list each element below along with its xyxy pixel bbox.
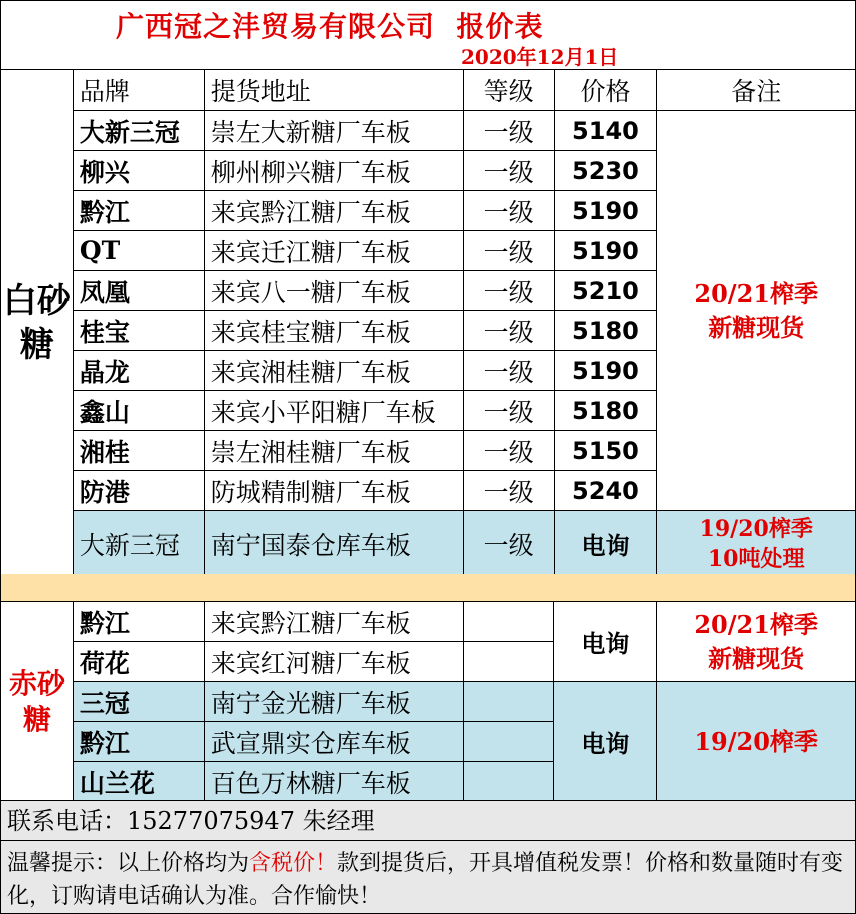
brand-cell: 防港 xyxy=(73,471,204,511)
price-cell: 5180 xyxy=(554,311,657,351)
sheet-title xyxy=(116,5,544,45)
white-sugar-table xyxy=(0,69,856,577)
grade-cell: 一级 xyxy=(463,191,554,231)
grade-cell xyxy=(463,602,554,642)
grade-cell: 一级 xyxy=(463,471,554,511)
address-cell: 来宾小平阳糖厂车板 xyxy=(204,391,463,431)
table-row xyxy=(1,602,856,642)
brand-cell: 凤凰 xyxy=(73,271,204,311)
grade-cell xyxy=(463,722,554,762)
quote-date: 2020年12月1日 xyxy=(461,45,619,69)
notice-text: 温馨提示：以上价格均为含税价！款到提货后，开具增值税发票！价格和数量随时有变化，订购请电话确认为准。合作愉快！ xyxy=(0,840,856,914)
brand-cell: 湘桂 xyxy=(73,431,204,471)
table-row xyxy=(1,682,856,722)
table-row xyxy=(1,111,856,151)
address-cell: 柳州柳兴糖厂车板 xyxy=(204,151,463,191)
doc-title: 报价表 xyxy=(456,10,544,43)
brand-cell: 黔江 xyxy=(73,602,204,642)
grade-cell: 一级 xyxy=(463,231,554,271)
brand-cell: 黔江 xyxy=(73,722,204,762)
col-header-address: 提货地址 xyxy=(204,70,463,111)
price-cell: 5230 xyxy=(554,151,657,191)
company-name: 广西冠之沣贸易有限公司 xyxy=(116,10,436,43)
address-cell: 来宾桂宝糖厂车板 xyxy=(204,311,463,351)
brand-cell: 鑫山 xyxy=(73,391,204,431)
address-cell: 来宾红河糖厂车板 xyxy=(204,642,463,682)
address-cell: 来宾黔江糖厂车板 xyxy=(204,602,463,642)
brand-cell: 荷花 xyxy=(73,642,204,682)
price-cell: 电询 xyxy=(554,602,657,682)
grade-cell: 一级 xyxy=(463,151,554,191)
address-cell: 武宣鼎实仓库车板 xyxy=(204,722,463,762)
address-cell: 崇左湘桂糖厂车板 xyxy=(204,431,463,471)
table-row-old-stock xyxy=(1,511,856,577)
price-cell: 5190 xyxy=(554,351,657,391)
grade-cell: 一级 xyxy=(463,391,554,431)
section-separator xyxy=(0,574,856,602)
price-cell: 5190 xyxy=(554,191,657,231)
col-header-grade: 等级 xyxy=(463,70,554,111)
grade-cell: 一级 xyxy=(463,111,554,151)
address-cell: 南宁金光糖厂车板 xyxy=(204,682,463,722)
note-brown-old: 19/20榨季 xyxy=(657,682,856,802)
note-brown-new: 20/21榨季 新糖现货 xyxy=(657,602,856,682)
address-cell: 百色万林糖厂车板 xyxy=(204,762,463,802)
grade-cell: 一级 xyxy=(463,431,554,471)
tax-highlight: 含税价！ xyxy=(249,851,338,876)
grade-cell xyxy=(463,762,554,802)
grade-cell: 一级 xyxy=(463,311,554,351)
price-cell: 5190 xyxy=(554,231,657,271)
grade-cell xyxy=(463,682,554,722)
table-header-row xyxy=(1,70,856,111)
brand-cell: 桂宝 xyxy=(73,311,204,351)
category-white-sugar: 白砂糖 xyxy=(1,70,74,577)
brand-cell: 晶龙 xyxy=(73,351,204,391)
price-cell: 5210 xyxy=(554,271,657,311)
price-cell: 5150 xyxy=(554,431,657,471)
brand-cell: 三冠 xyxy=(73,682,204,722)
price-cell: 电询 xyxy=(554,682,657,802)
price-cell: 5140 xyxy=(554,111,657,151)
title-block xyxy=(0,0,856,70)
address-cell: 来宾八一糖厂车板 xyxy=(204,271,463,311)
grade-cell: 一级 xyxy=(463,351,554,391)
category-brown-sugar: 赤砂糖 xyxy=(1,602,74,802)
address-cell: 崇左大新糖厂车板 xyxy=(204,111,463,151)
brand-cell: 大新三冠 xyxy=(73,511,204,577)
brand-cell: 山兰花 xyxy=(73,762,204,802)
price-cell: 电询 xyxy=(554,511,657,577)
contact-line: 联系电话：15277075947 朱经理 xyxy=(0,800,856,841)
col-header-brand: 品牌 xyxy=(73,70,204,111)
brown-sugar-table xyxy=(0,601,856,802)
address-cell: 来宾迁江糖厂车板 xyxy=(204,231,463,271)
note-white-old: 19/20榨季 10吨处理 xyxy=(657,511,856,577)
grade-cell xyxy=(463,642,554,682)
brand-cell: QT xyxy=(73,231,204,271)
address-cell: 来宾湘桂糖厂车板 xyxy=(204,351,463,391)
grade-cell: 一级 xyxy=(463,511,554,577)
grade-cell: 一级 xyxy=(463,271,554,311)
address-cell: 来宾黔江糖厂车板 xyxy=(204,191,463,231)
price-cell: 5180 xyxy=(554,391,657,431)
col-header-note: 备注 xyxy=(657,70,856,111)
address-cell: 防城精制糖厂车板 xyxy=(204,471,463,511)
col-header-price: 价格 xyxy=(554,70,657,111)
address-cell: 南宁国泰仓库车板 xyxy=(204,511,463,577)
brand-cell: 大新三冠 xyxy=(73,111,204,151)
price-cell: 5240 xyxy=(554,471,657,511)
brand-cell: 黔江 xyxy=(73,191,204,231)
brand-cell: 柳兴 xyxy=(73,151,204,191)
note-white-new: 20/21榨季 新糖现货 xyxy=(657,111,856,511)
